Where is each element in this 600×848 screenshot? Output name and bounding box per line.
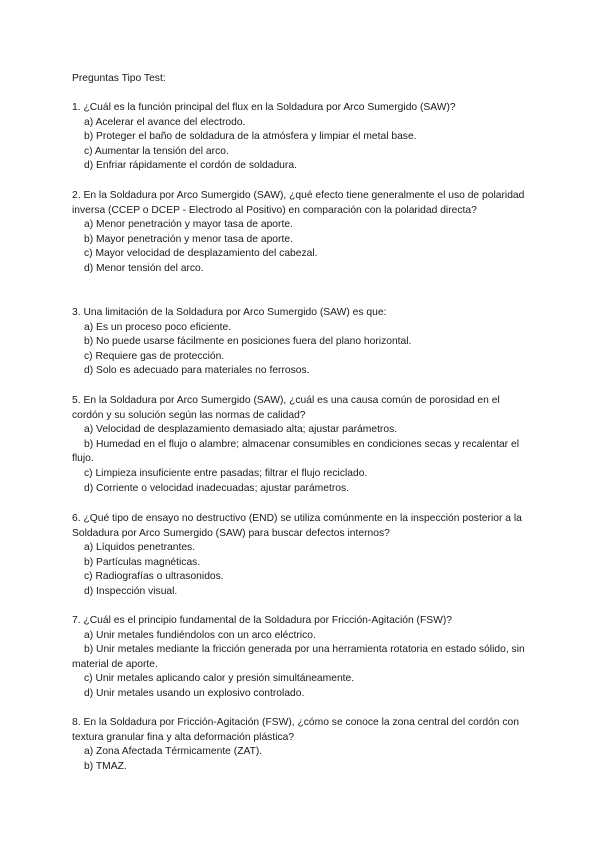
question-5: [72, 394, 530, 496]
answer-option: a) Líquidos penetrantes.: [84, 542, 196, 554]
answer-option: c) Radiografías o ultrasonidos.: [84, 571, 224, 583]
question-8: [72, 716, 530, 774]
answer-option: d) Unir metales usando un explosivo controlado.: [84, 687, 305, 699]
answer-options: [72, 218, 530, 276]
answer-option: b) Unir metales mediante la fricción generada por una herramienta rotatoria en estado sólido, sin material de aporte.: [72, 644, 525, 670]
answer-option: c) Limpieza insuficiente entre pasadas; filtrar el flujo reciclado.: [84, 467, 368, 479]
answer-option: b) Partículas magnéticas.: [84, 556, 201, 568]
answer-option: b) No puede usarse fácilmente en posiciones fuera del plano horizontal.: [84, 336, 412, 348]
page-title: Preguntas Tipo Test:: [72, 73, 166, 84]
question-stem: 6. ¿Qué tipo de ensayo no destructivo (END) se utiliza comúnmente en la inspección posterior a la Soldadura por Arco Sumergido (SAW) para buscar defectos internos?: [72, 513, 522, 539]
answer-option: b) TMAZ.: [84, 760, 127, 772]
answer-option: a) Unir metales fundiéndolos con un arco eléctrico.: [84, 629, 316, 641]
answer-options: [72, 116, 530, 174]
question-1: [72, 101, 530, 174]
answer-option: a) Zona Afectada Térmicamente (ZAT).: [84, 746, 263, 758]
answer-option: d) Inspección visual.: [84, 585, 178, 597]
question-stem: 1. ¿Cuál es la función principal del flux en la Soldadura por Arco Sumergido (SAW)?: [72, 102, 456, 113]
answer-option: c) Requiere gas de protección.: [84, 350, 225, 362]
answer-options: [72, 423, 530, 496]
question-6: [72, 512, 530, 600]
answer-options: [72, 745, 530, 774]
answer-options: [72, 629, 530, 702]
answer-option: a) Acelerar el avance del electrodo.: [84, 116, 246, 128]
answer-option: a) Velocidad de desplazamiento demasiado alta; ajustar parámetros.: [84, 424, 398, 436]
answer-option: d) Menor tensión del arco.: [84, 262, 204, 274]
question-2: [72, 189, 530, 277]
answer-options: [72, 541, 530, 599]
answer-option: a) Es un proceso poco eficiente.: [84, 321, 232, 333]
answer-option: b) Proteger el baño de soldadura de la atmósfera y limpiar el metal base.: [84, 131, 417, 143]
answer-option: d) Solo es adecuado para materiales no ferrosos.: [84, 365, 310, 377]
answer-option: c) Mayor velocidad de desplazamiento del cabezal.: [84, 248, 318, 260]
question-3: [72, 306, 530, 379]
question-7: [72, 614, 530, 702]
question-stem: 5. En la Soldadura por Arco Sumergido (SAW), ¿cuál es una causa común de porosidad en el cordón y su solución según las normas de calidad?: [72, 395, 500, 421]
answer-option: d) Enfriar rápidamente el cordón de soldadura.: [84, 160, 297, 172]
answer-option: b) Humedad en el flujo o alambre; almacenar consumibles en condiciones secas y recalentar el flujo.: [72, 438, 519, 465]
answer-option: c) Unir metales aplicando calor y presión simultáneamente.: [84, 673, 355, 685]
answer-options: [72, 321, 530, 379]
answer-option: d) Corriente o velocidad inadecuadas; ajustar parámetros.: [84, 482, 350, 494]
answer-option: c) Aumentar la tensión del arco.: [84, 145, 229, 157]
answer-option: b) Mayor penetración y menor tasa de aporte.: [84, 233, 293, 245]
question-stem: 8. En la Soldadura por Fricción-Agitación (FSW), ¿cómo se conoce la zona central del cordón con textura granular fina y alta deformación plástica?: [72, 717, 519, 743]
question-stem: 2. En la Soldadura por Arco Sumergido (SAW), ¿qué efecto tiene generalmente el uso de polaridad inversa (CCEP o DCEP - Electrodo al Positivo) en comparación con la polaridad directa?: [72, 190, 525, 216]
question-stem: 3. Una limitación de la Soldadura por Arco Sumergido (SAW) es que:: [72, 307, 387, 318]
question-stem: 7. ¿Cuál es el principio fundamental de la Soldadura por Fricción-Agitación (FSW)?: [72, 615, 453, 626]
answer-option: a) Menor penetración y mayor tasa de aporte.: [84, 219, 293, 231]
